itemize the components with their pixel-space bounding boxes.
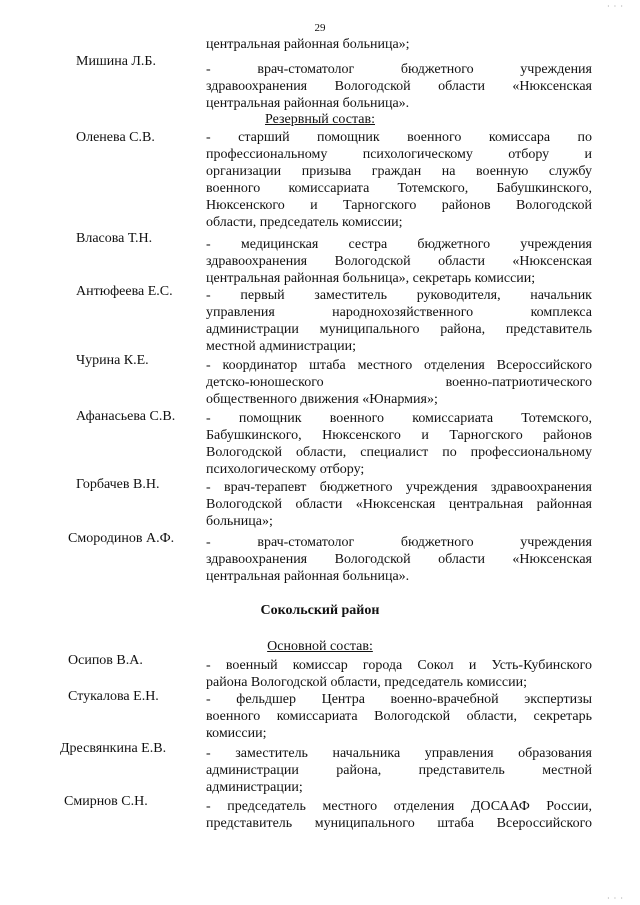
member-role-line: местной администрации; xyxy=(206,339,356,354)
member-role-line: детско-юношеского военно-патриотического xyxy=(206,375,592,390)
corner-mark-bottom: · · · xyxy=(607,894,624,903)
member-name: Смирнов С.Н. xyxy=(64,794,148,809)
page-number: 29 xyxy=(314,22,326,34)
member-role-line: Вологодской области «Нюксенская центральная районная xyxy=(206,497,592,512)
member-name: Горбачев В.Н. xyxy=(76,477,160,492)
member-role-line: - фельдшер Центра военно-врачебной экспертизы xyxy=(206,692,592,707)
member-role-line: - заместитель начальника управления образования xyxy=(206,746,592,761)
member-role-line: области, председатель комиссии; xyxy=(206,215,403,230)
member-role-line: профессиональному психологическому отбору и xyxy=(206,147,592,162)
member-role-line: Вологодской области, специалист по профессиональному xyxy=(206,445,592,460)
member-name: Осипов В.А. xyxy=(68,653,143,668)
main-heading: Основной состав: xyxy=(267,639,373,654)
member-role-line: администрации; xyxy=(206,780,303,795)
continuation-line: центральная районная больница»; xyxy=(206,37,410,52)
member-role-line: - врач-стоматолог бюджетного учреждения xyxy=(206,535,592,550)
member-name: Чурина К.Е. xyxy=(76,353,149,368)
member-name: Оленева С.В. xyxy=(76,130,155,145)
member-name: Смородинов А.Ф. xyxy=(68,531,175,546)
member-role-line: - врач-терапевт бюджетного учреждения здравоохранения xyxy=(206,480,592,495)
member-role-line: здравоохранения Вологодской области «Нюксенская xyxy=(206,79,592,94)
corner-mark-top: · · · xyxy=(607,2,624,11)
member-role-line: района Вологодской области, председатель комиссии; xyxy=(206,675,527,690)
section-title: Сокольский район xyxy=(260,603,380,618)
member-role-line: общественного движения «Юнармия»; xyxy=(206,392,438,407)
member-name: Власова Т.Н. xyxy=(76,231,153,246)
member-role-line: - помощник военного комиссариата Тотемского, xyxy=(206,411,592,426)
member-role-line: военного комиссариата Вологодской области, секретарь xyxy=(206,709,592,724)
member-role-line: - координатор штаба местного отделения Всероссийского xyxy=(206,358,592,373)
member-role-line: военного комиссариата Тотемского, Бабушкинского, xyxy=(206,181,592,196)
member-role-line: - председатель местного отделения ДОСААФ России, xyxy=(206,799,592,814)
member-role-line: - первый заместитель руководителя, начальник xyxy=(206,288,592,303)
member-role-line: центральная районная больница», секретарь комиссии; xyxy=(206,271,536,286)
member-role-line: - врач-стоматолог бюджетного учреждения xyxy=(206,62,592,77)
member-role-line: здравоохранения Вологодской области «Нюксенская xyxy=(206,552,592,567)
member-role-line: управления народнохозяйственного комплекса xyxy=(206,305,592,320)
member-role-line: представитель муниципального штаба Всероссийского xyxy=(206,816,592,831)
member-role-line: психологическому отбору; xyxy=(206,462,365,477)
member-name: Антюфеева Е.С. xyxy=(76,284,173,299)
member-role-line: Бабушкинского, Нюксенского и Тарногского районов xyxy=(206,428,592,443)
member-name: Афанасьева С.В. xyxy=(76,409,176,424)
member-role-line: администрации муниципального района, представитель xyxy=(206,322,592,337)
member-name: Мишина Л.Б. xyxy=(76,54,156,69)
member-role-line: здравоохранения Вологодской области «Нюксенская xyxy=(206,254,592,269)
member-role-line: - старший помощник военного комиссара по xyxy=(206,130,592,145)
member-role-line: организации призыва граждан на военную службу xyxy=(206,164,592,179)
member-role-line: - военный комиссар города Сокол и Усть-Кубинского xyxy=(206,658,592,673)
member-role-line: центральная районная больница». xyxy=(206,96,410,111)
member-role-line: администрации района, представитель местной xyxy=(206,763,592,778)
member-role-line: комиссии; xyxy=(206,726,267,741)
member-name: Стукалова Е.Н. xyxy=(68,689,159,704)
member-name: Дресвянкина Е.В. xyxy=(60,741,167,756)
member-role-line: - медицинская сестра бюджетного учреждения xyxy=(206,237,592,252)
member-role-line: центральная районная больница». xyxy=(206,569,410,584)
reserve-heading: Резервный состав: xyxy=(264,112,375,127)
member-role-line: Нюксенского и Тарногского районов Вологодской xyxy=(206,198,592,213)
member-role-line: больница»; xyxy=(206,514,273,529)
